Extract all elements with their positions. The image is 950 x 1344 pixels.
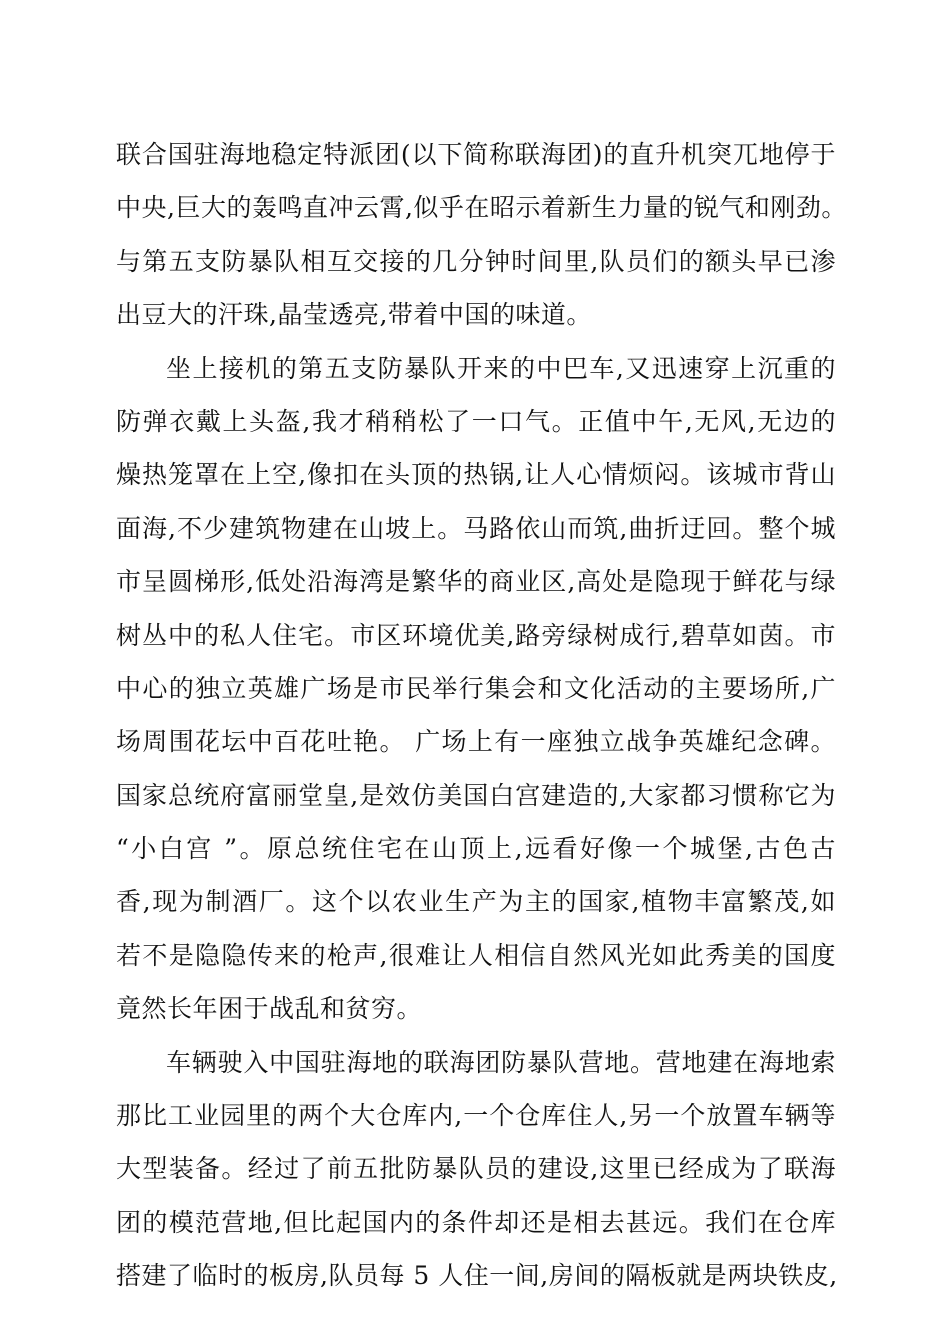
text-line: 市呈圆梯形,低处沿海湾是繁华的商业区,高处是隐现于鲜花与绿 <box>116 567 836 597</box>
text-line: 中心的独立英雄广场是市民举行集会和文化活动的主要场所,广 <box>116 673 836 703</box>
text-line: 若不是隐隐传来的枪声,很难让人相信自然风光如此秀美的国度 <box>116 940 836 970</box>
text-line: 出豆大的汗珠,晶莹透亮,带着中国的味道。 <box>116 300 592 330</box>
text-line: 车辆驶入中国驻海地的联海团防暴队营地。营地建在海地索 <box>166 1047 836 1077</box>
text-line: 大型装备。经过了前五批防暴队员的建设,这里已经成为了联海 <box>116 1154 836 1184</box>
text-line: 国家总统府富丽堂皇,是效仿美国白宫建造的,大家都习惯称它为 <box>116 780 836 810</box>
body-text <box>116 128 847 1303</box>
text-line: 团的模范营地,但比起国内的条件却还是相去甚远。我们在仓库 <box>116 1207 836 1237</box>
text-line: 坐上接机的第五支防暴队开来的中巴车,又迅速穿上沉重的 <box>166 353 836 383</box>
text-line: 那比工业园里的两个大仓库内,一个仓库住人,另一个放置车辆等 <box>116 1101 836 1131</box>
text-line: 竟然长年困于战乱和贫穷。 <box>116 994 423 1024</box>
text-line: 场周围花坛中百花吐艳。 广场上有一座独立战争英雄纪念碑。 <box>116 727 836 757</box>
text-line: 中央,巨大的轰鸣直冲云霄,似乎在昭示着新生力量的锐气和刚劲。 <box>116 193 847 223</box>
text-line: 树丛中的私人住宅。市区环境优美,路旁绿树成行,碧草如茵。市 <box>116 620 836 650</box>
text-line: 防弹衣戴上头盔,我才稍稍松了一口气。正值中午,无风,无边的 <box>116 406 836 436</box>
text-line: 面海,不少建筑物建在山坡上。马路依山而筑,曲折迂回。整个城 <box>116 513 836 543</box>
text-line: 香,现为制酒厂。这个以农业生产为主的国家,植物丰富繁茂,如 <box>116 887 836 917</box>
text-line: 联合国驻海地稳定特派团(以下简称联海团)的直升机突兀地停于 <box>116 140 836 169</box>
text-line: 搭建了临时的板房,队员每 5 人住一间,房间的隔板就是两块铁皮, <box>116 1261 838 1291</box>
text-line: “小白宫 ”。原总统住宅在山顶上,远看好像一个城堡,古色古 <box>116 834 836 864</box>
text-line: 燥热笼罩在上空,像扣在头顶的热锅,让人心情烦闷。该城市背山 <box>116 460 836 490</box>
text-line: 与第五支防暴队相互交接的几分钟时间里,队员们的额头早已渗 <box>116 246 836 276</box>
